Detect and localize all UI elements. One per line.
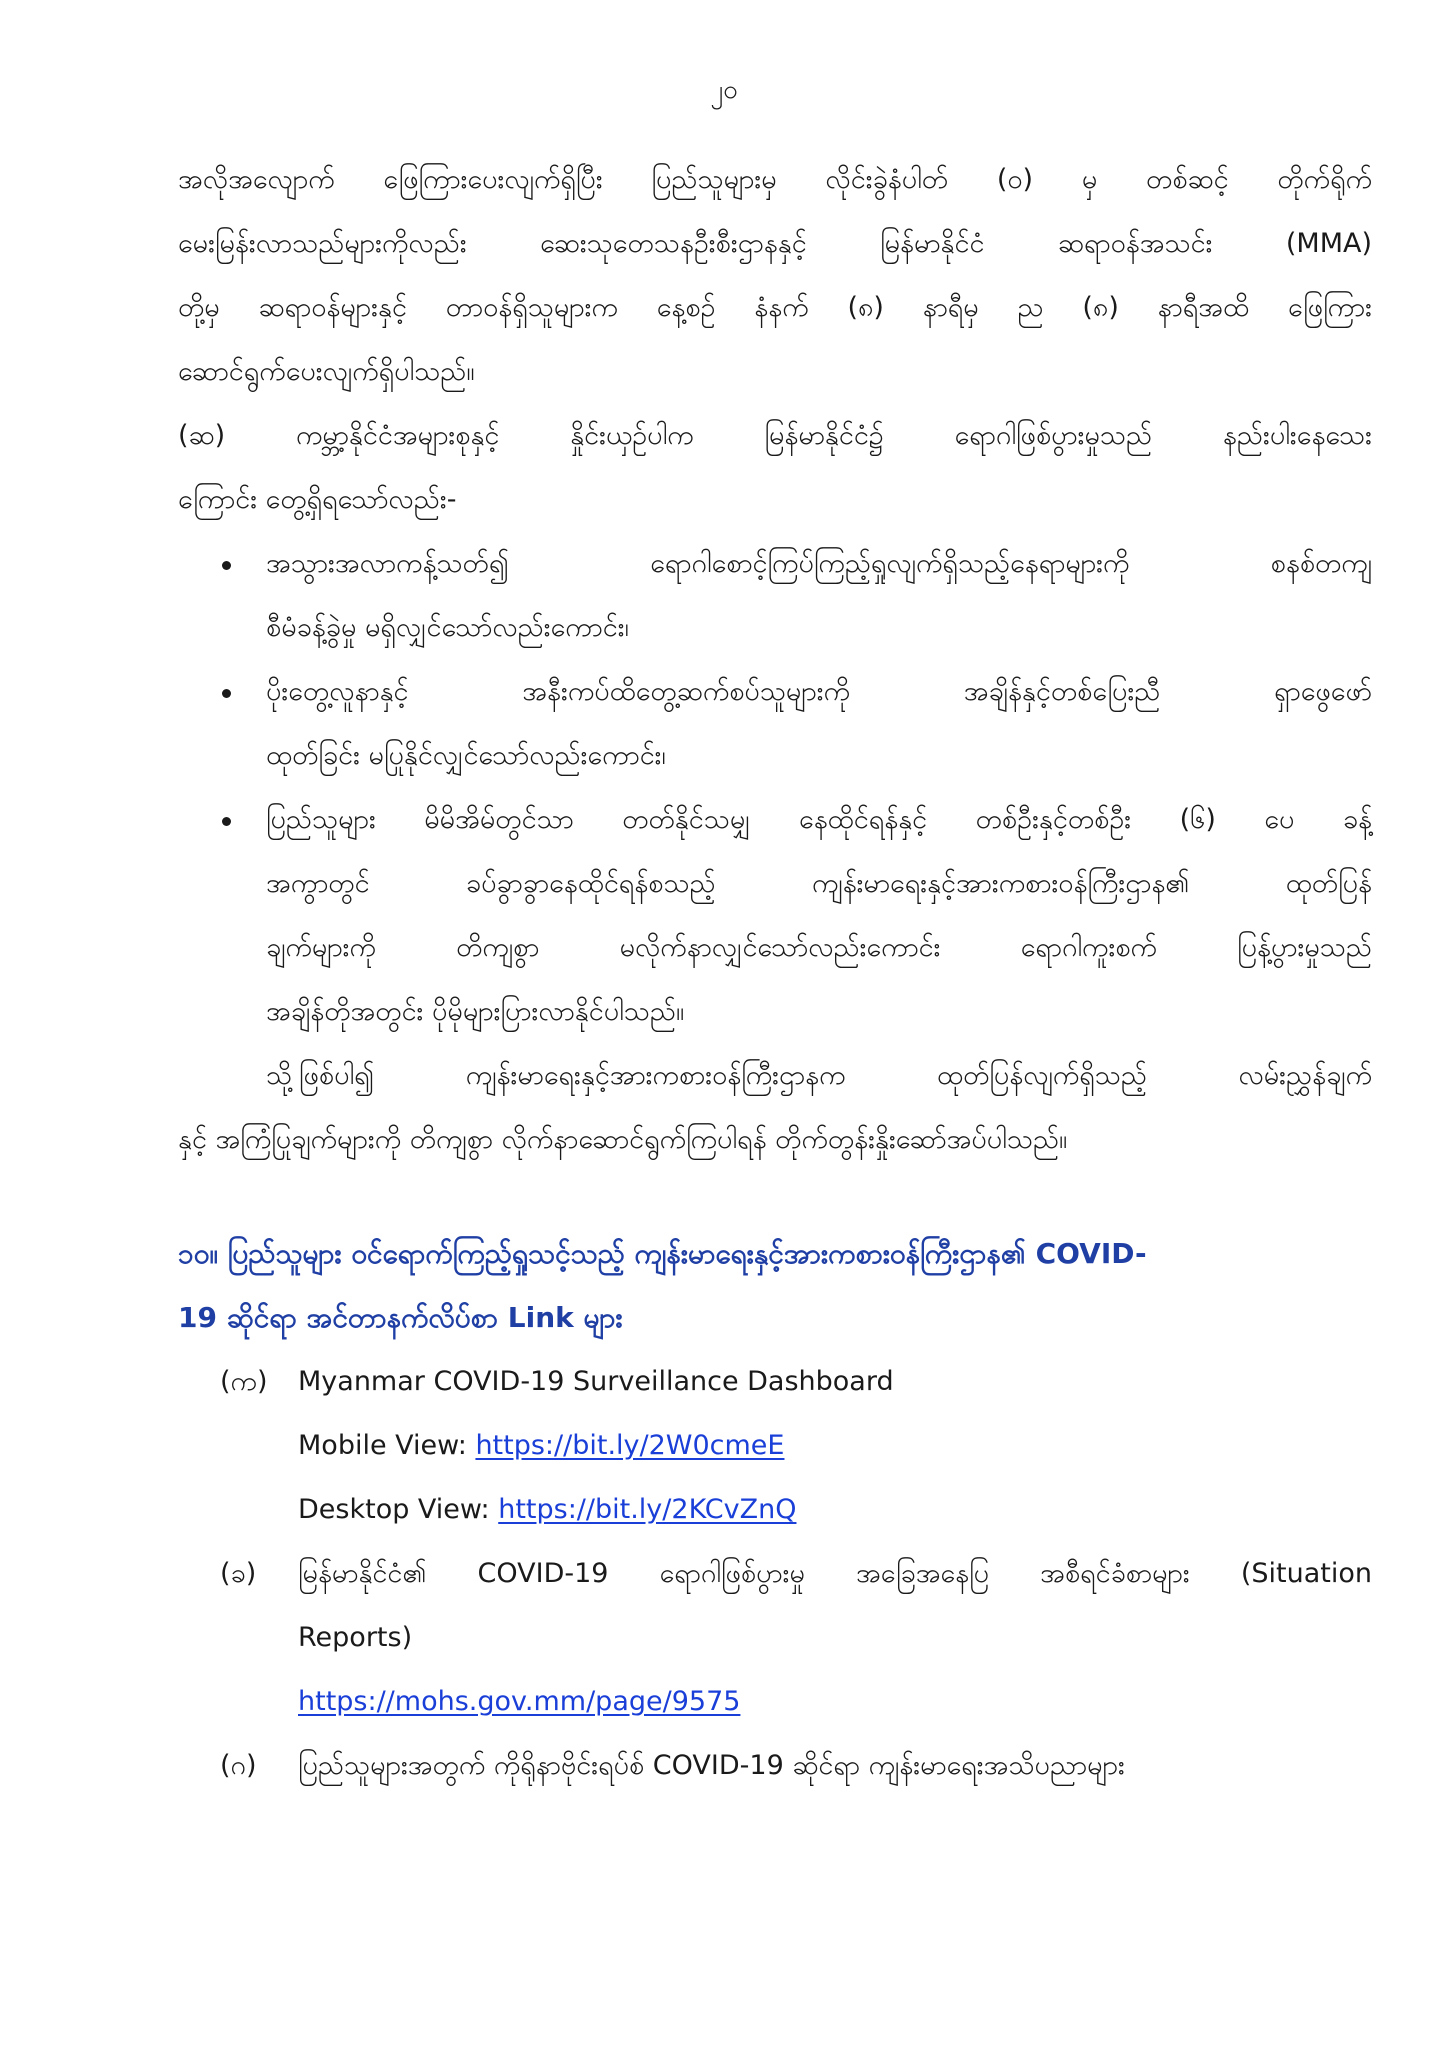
- text-line: ချက်များကို တိကျစွာ မလိုက်နာလျှင်သော်လည်းကောင်း ရောဂါကူးစက် ပြန့်ပွားမှုသည်: [266, 932, 1372, 963]
- text-line: အကွာတွင် ခပ်ခွာခွာနေထိုင်ရန်စသည့် ကျန်းမာရေးနှင့်အားကစားဝန်ကြီးဌာန၏ ထုတ်ပြန်: [266, 868, 1372, 899]
- text-line: ပြည်သူများ မိမိအိမ်တွင်သာ တတ်နိုင်သမျှ နေထိုင်ရန်နှင့် တစ်ဦးနှင့်တစ်ဦး (၆) ပေ ခန့်: [266, 804, 1372, 835]
- bullet-item: [178, 660, 1372, 788]
- sub-item-marker: (ခ): [220, 1558, 257, 1589]
- text-line: မေးမြန်းလာသည်များကိုလည်း ဆေးသုတေသနဦးစီးဌာနနှင့် မြန်မာနိုင်ငံ ဆရာဝန်အသင်း (MMA): [178, 228, 1372, 259]
- sub-item-title: ပြည်သူများအတွက် ကိုရိုနာဗိုင်းရပ်စ် COVID-19 ဆိုင်ရာ ကျန်းမာရေးအသိပညာများ: [298, 1750, 1125, 1781]
- bullet-item: [178, 788, 1372, 1044]
- sub-item-kha: [178, 1542, 1372, 1734]
- text-line: တို့မှ ဆရာဝန်များနှင့် တာဝန်ရှိသူများက နေ့စဉ် နံနက် (၈) နာရီမှ ည (၈) နာရီအထိ ဖြေကြား: [178, 292, 1372, 323]
- desktop-view-label: Desktop View:: [298, 1494, 499, 1525]
- document-body: [178, 148, 1372, 1798]
- heading-line: 19 ဆိုင်ရာ အင်တာနက်လိပ်စာ Link များ: [178, 1301, 623, 1334]
- sub-item-title: Myanmar COVID-19 Surveillance Dashboard: [298, 1366, 894, 1397]
- text-line: ကြောင်း တွေ့ရှိရသော်လည်း-: [178, 484, 457, 515]
- mobile-view-row: [298, 1414, 1372, 1478]
- mobile-view-label: Mobile View:: [298, 1430, 476, 1461]
- text-line: နှင့် အကြံပြုချက်များကို တိကျစွာ လိုက်နာဆောင်ရွက်ကြပါရန် တိုက်တွန်းနှိုးဆော်အပ်ပါသည်။: [178, 1124, 1068, 1155]
- intro-paragraph: [178, 148, 1372, 404]
- closing-paragraph: [178, 1044, 1372, 1172]
- bullet-list: [178, 532, 1372, 1044]
- item-kha-paragraph: [178, 404, 1372, 532]
- bullet-icon: [222, 561, 231, 570]
- sub-item-marker: (ဂ): [220, 1750, 257, 1781]
- text-line: အချိန်တိုအတွင်း ပိုမိုများပြားလာနိုင်ပါသည်။: [266, 996, 685, 1027]
- sub-item-ka: [178, 1350, 1372, 1542]
- page-number: ၂၀: [710, 75, 738, 105]
- text-line: ထုတ်ခြင်း မပြုနိုင်လျှင်သော်လည်းကောင်း၊: [266, 740, 666, 771]
- text-line: ဆောင်ရွက်ပေးလျက်ရှိပါသည်။: [178, 356, 475, 387]
- text-line: အသွားအလာကန့်သတ်၍ ရောဂါစောင့်ကြပ်ကြည့်ရှုလျက်ရှိသည့်နေရာများကို စနစ်တကျ: [266, 548, 1372, 579]
- desktop-view-link[interactable]: https://bit.ly/2KCvZnQ: [498, 1494, 797, 1525]
- text-line: (ဆ) ကမ္ဘာ့နိုင်ငံအများစုနှင့် နှိုင်းယှဉ်ပါက မြန်မာနိုင်ငံ၌ ရောဂါဖြစ်ပွားမှုသည် နည်းပါးနေသေး: [178, 420, 1372, 451]
- bullet-icon: [222, 817, 231, 826]
- sub-item-ga: [178, 1734, 1372, 1798]
- bullet-icon: [222, 689, 231, 698]
- text-line: စီမံခန့်ခွဲမှု မရှိလျှင်သော်လည်းကောင်း၊: [266, 612, 629, 643]
- sub-item-title-cont: Reports): [298, 1622, 413, 1653]
- sub-item-title: မြန်မာနိုင်ငံ၏ COVID-19 ရောဂါဖြစ်ပွားမှု အခြေအနေပြ အစီရင်ခံစာများ (Situation: [298, 1558, 1372, 1589]
- heading-line: ၁၀။ ပြည်သူများ ဝင်ရောက်ကြည့်ရှုသင့်သည့် ကျန်းမာရေးနှင့်အားကစားဝန်ကြီးဌာန၏ COVID-: [178, 1237, 1147, 1270]
- text-line: အလိုအလျောက် ဖြေကြားပေးလျက်ရှိပြီး ပြည်သူများမှ လိုင်းခွဲနံပါတ် (၀) မှ တစ်ဆင့် တိုက်ရိုက်: [178, 164, 1372, 195]
- sub-item-marker: (က): [220, 1366, 268, 1397]
- text-line: ပိုးတွေ့လူနာနှင့် အနီးကပ်ထိတွေ့ဆက်စပ်သူများကို အချိန်နှင့်တစ်ပြေးညီ ရှာဖွေဖော်: [266, 676, 1372, 707]
- bullet-item: [178, 532, 1372, 660]
- section-10-heading: [178, 1222, 1372, 1350]
- text-line: သို့ဖြစ်ပါ၍ ကျန်းမာရေးနှင့်အားကစားဝန်ကြီးဌာနက ထုတ်ပြန်လျက်ရှိသည့် လမ်းညွှန်ချက်: [266, 1060, 1372, 1091]
- mobile-view-link[interactable]: https://bit.ly/2W0cmeE: [475, 1430, 785, 1461]
- situation-reports-row: [298, 1670, 1372, 1734]
- desktop-view-row: [298, 1478, 1372, 1542]
- situation-reports-link[interactable]: https://mohs.gov.mm/page/9575: [298, 1686, 741, 1717]
